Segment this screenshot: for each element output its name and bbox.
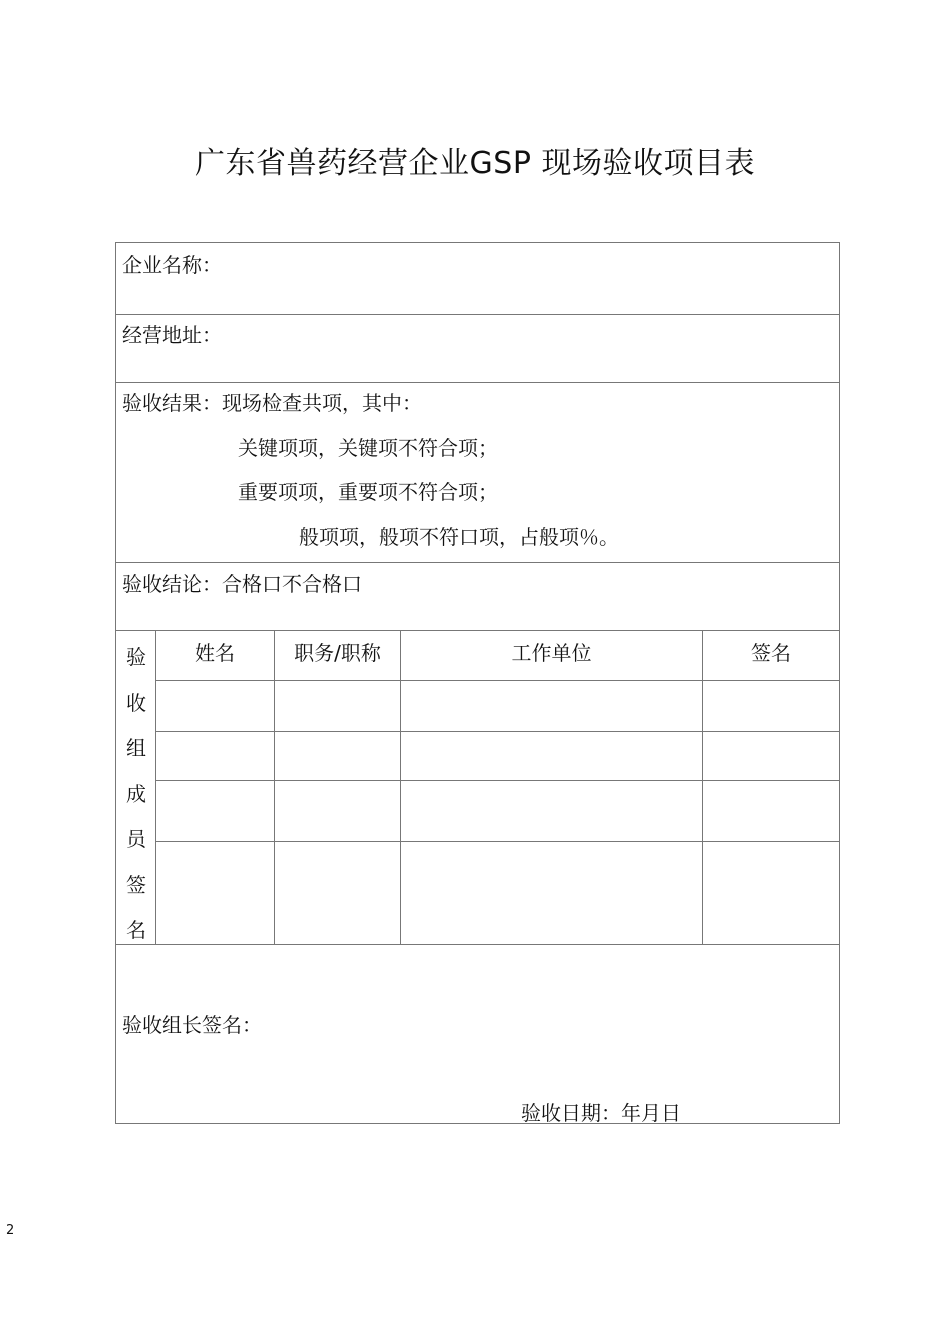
side-label-char: 员 [126, 827, 146, 851]
result-line-1: 验收结果：现场检查共项，其中： [122, 391, 422, 415]
row-divider [116, 382, 839, 383]
row-divider [116, 944, 839, 945]
member-organization-cell[interactable] [401, 842, 702, 944]
member-title-cell[interactable] [275, 781, 400, 841]
address-label: 经营地址： [122, 323, 222, 347]
member-organization-cell[interactable] [401, 781, 702, 841]
acceptance-date-label: 验收日期：年月日 [521, 1101, 681, 1125]
member-organization-cell[interactable] [401, 681, 702, 731]
member-signature-cell[interactable] [703, 681, 839, 731]
member-signature-side-label [116, 631, 156, 944]
row-divider [116, 562, 839, 563]
member-name-cell[interactable] [156, 681, 274, 731]
member-organization-cell[interactable] [401, 732, 702, 780]
row-divider [116, 314, 839, 315]
side-label-char: 组 [126, 736, 146, 760]
member-name-cell[interactable] [156, 732, 274, 780]
header-signature: 签名 [751, 641, 791, 665]
member-signature-cell[interactable] [703, 781, 839, 841]
side-label-char: 验 [126, 645, 146, 669]
member-name-cell[interactable] [156, 842, 274, 944]
side-label-char: 签 [126, 872, 146, 897]
side-label-char: 成 [126, 781, 146, 806]
result-line-3: 重要项项，重要项不符合项； [238, 480, 498, 504]
result-line-4: 般项项，般项不符口项，占般项％。 [299, 525, 619, 549]
header-name: 姓名 [195, 641, 235, 665]
leader-signature-label: 验收组长签名： [122, 1013, 262, 1037]
company-name-label: 企业名称： [122, 253, 222, 277]
member-title-cell[interactable] [275, 681, 400, 731]
page-title: 广东省兽药经营企业GSP 现场验收项目表 [195, 146, 755, 181]
result-line-2: 关键项项，关键项不符合项； [238, 436, 498, 460]
header-title: 职务/职称 [294, 641, 381, 665]
conclusion-label: 验收结论：合格口不合格口 [122, 572, 362, 596]
acceptance-form [115, 242, 840, 1124]
side-label-char: 名 [126, 918, 146, 942]
member-signature-cell[interactable] [703, 842, 839, 944]
header-organization: 工作单位 [511, 641, 592, 665]
side-label-char: 收 [126, 690, 146, 715]
member-name-cell[interactable] [156, 781, 274, 841]
member-signature-cell[interactable] [703, 732, 839, 780]
page-number: 2 [6, 1223, 15, 1238]
member-title-cell[interactable] [275, 732, 400, 780]
member-title-cell[interactable] [275, 842, 400, 944]
